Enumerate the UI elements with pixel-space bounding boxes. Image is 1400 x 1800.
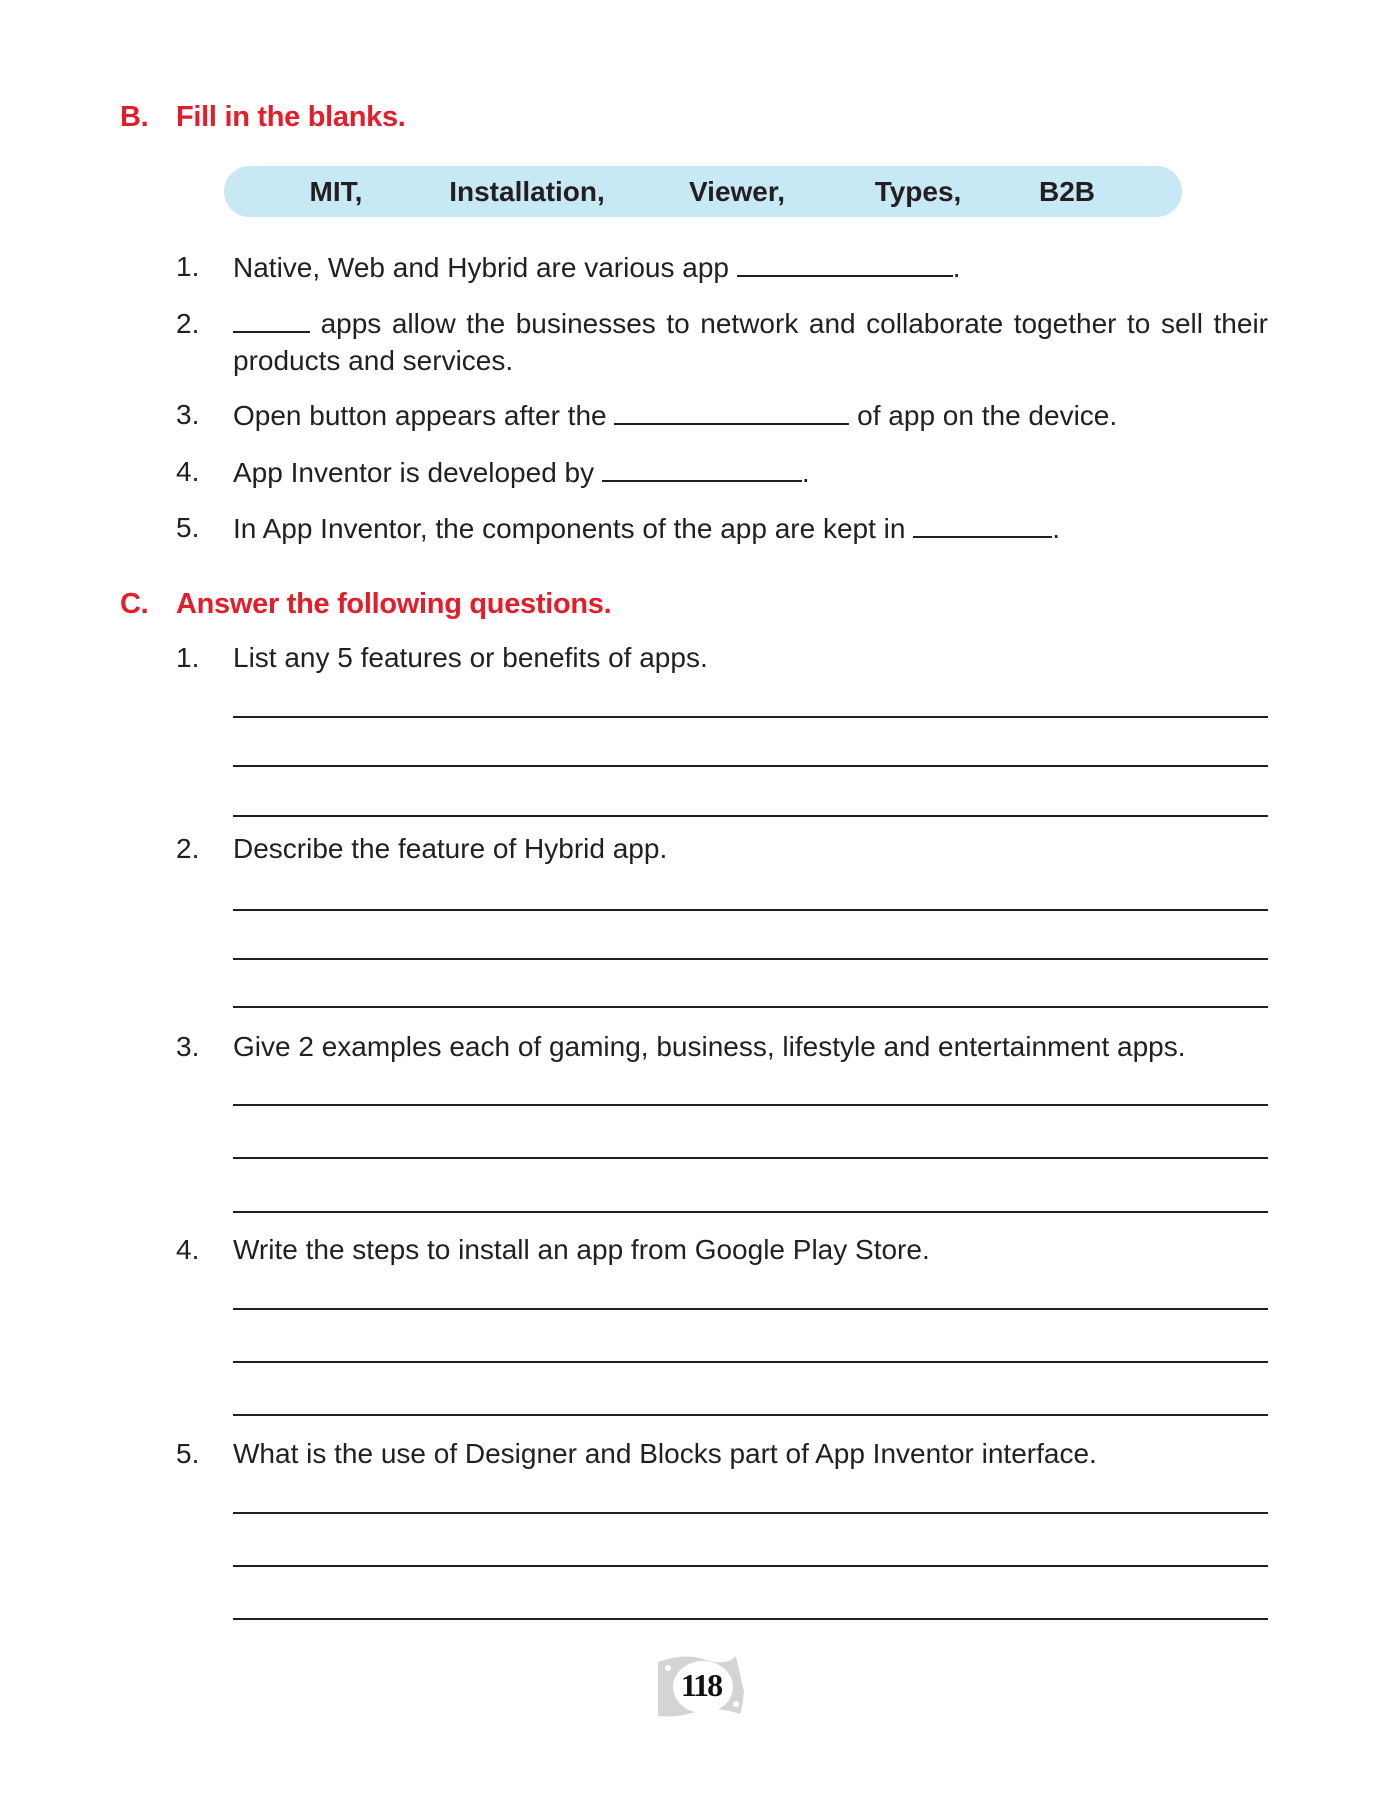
answer-line[interactable] — [233, 1211, 1268, 1213]
answer-line[interactable] — [233, 1361, 1268, 1363]
answer-line[interactable] — [233, 1006, 1268, 1008]
item-number: 1. — [176, 251, 200, 282]
answer-line[interactable] — [233, 1618, 1268, 1620]
question-number: 3. — [176, 1031, 200, 1062]
item-text: . — [1052, 513, 1061, 544]
answer-line[interactable] — [233, 716, 1268, 718]
answer-blank[interactable] — [602, 454, 802, 482]
answer-blank[interactable] — [233, 305, 310, 333]
item-number: 2. — [176, 308, 200, 339]
section-title: Fill in the blanks. — [176, 101, 406, 133]
answer-line[interactable] — [233, 958, 1268, 960]
section-title: Answer the following questions. — [176, 588, 612, 620]
question-number: 1. — [176, 642, 200, 673]
item-text: Open button appears after the — [233, 400, 607, 431]
word-bank — [224, 166, 1182, 217]
word-bank-item: Types, — [874, 176, 962, 207]
item-number: 5. — [176, 512, 200, 543]
item-text: . — [952, 252, 961, 283]
word-bank-item: Installation, — [449, 176, 605, 207]
item-text: of app on the device. — [857, 400, 1118, 431]
answer-line[interactable] — [233, 1104, 1268, 1106]
section-letter: C. — [120, 588, 149, 620]
answer-line[interactable] — [233, 1512, 1268, 1514]
question-number: 2. — [176, 833, 200, 864]
question-text: List any 5 features or benefits of apps. — [233, 642, 708, 673]
question-text: Write the steps to install an app from Google Play Store. — [233, 1234, 930, 1265]
answer-line[interactable] — [233, 815, 1268, 817]
word-bank-item: MIT, — [309, 176, 363, 207]
answer-line[interactable] — [233, 909, 1268, 911]
answer-blank[interactable] — [737, 249, 953, 277]
item-text: App Inventor is developed by — [233, 457, 595, 488]
answer-line[interactable] — [233, 1308, 1268, 1310]
answer-line[interactable] — [233, 1565, 1268, 1567]
item-text: apps allow the businesses to network and collaborate together to sell their products and services. — [233, 308, 1268, 376]
section-b-heading — [120, 101, 406, 134]
item-text: In App Inventor, the components of the app are kept in — [233, 513, 906, 544]
item-text: Native, Web and Hybrid are various app — [233, 252, 729, 283]
question-text: What is the use of Designer and Blocks part of App Inventor interface. — [233, 1438, 1097, 1469]
answer-blank[interactable] — [614, 397, 849, 425]
question-number: 5. — [176, 1438, 200, 1469]
answer-line[interactable] — [233, 765, 1268, 767]
question-text: Describe the feature of Hybrid app. — [233, 833, 668, 864]
section-c-heading — [120, 588, 611, 621]
word-bank-item: B2B — [1038, 176, 1096, 207]
answer-line[interactable] — [233, 1414, 1268, 1416]
question-text: Give 2 examples each of gaming, business, lifestyle and entertainment apps. — [233, 1031, 1186, 1062]
item-number: 3. — [176, 399, 200, 430]
item-number: 4. — [176, 456, 200, 487]
fill-item-text — [233, 305, 1268, 379]
answer-line[interactable] — [233, 1157, 1268, 1159]
item-text: . — [801, 457, 810, 488]
answer-blank[interactable] — [913, 510, 1052, 538]
word-bank-item: Viewer, — [688, 176, 786, 207]
question-number: 4. — [176, 1234, 200, 1265]
page-number: 118 — [680, 1667, 722, 1703]
section-letter: B. — [120, 101, 149, 133]
